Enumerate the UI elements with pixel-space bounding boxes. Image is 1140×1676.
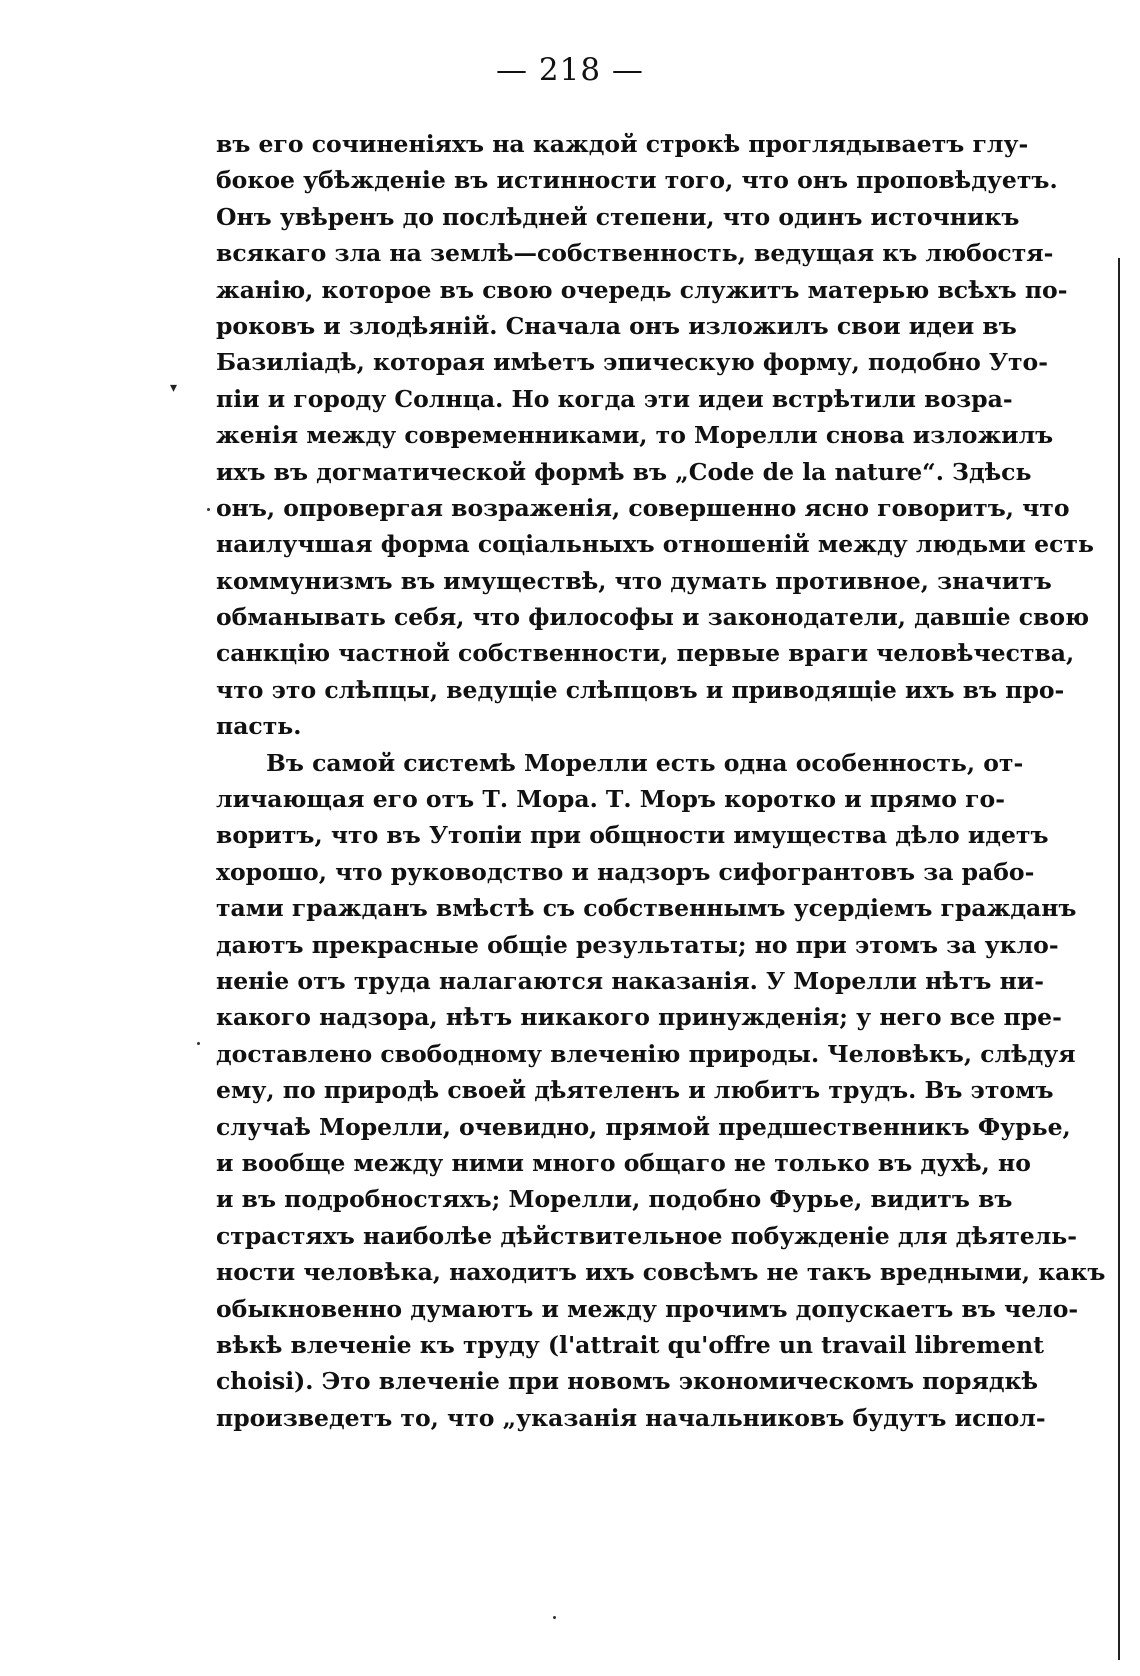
text-line: пасть. bbox=[216, 712, 302, 741]
text-line: ности человѣка, находитъ ихъ совсѣмъ не такъ вредными, какъ bbox=[216, 1258, 1106, 1287]
text-line: что это слѣпцы, ведущіе слѣпцовъ и приводящіе ихъ въ про- bbox=[216, 675, 1065, 704]
text-line: санкцію частной собственности, первые враги человѣчества, bbox=[216, 639, 1075, 668]
text-line: случаѣ Морелли, очевидно, прямой предшественникъ Фурье, bbox=[216, 1112, 1071, 1141]
margin-rule bbox=[1118, 258, 1120, 1660]
text-line: доставлено свободному влеченію природы. Человѣкъ, слѣдуя bbox=[216, 1039, 1076, 1068]
text-line: онъ, опровергая возраженія, совершенно ясно говоритъ, что bbox=[216, 493, 1070, 522]
text-line: въ его сочиненіяхъ на каждой строкѣ проглядываетъ глу- bbox=[216, 130, 1029, 158]
text-block bbox=[216, 126, 1106, 1436]
text-line: тами гражданъ вмѣстѣ съ собственнымъ усердіемъ гражданъ bbox=[216, 894, 1077, 923]
page-number: — 218 — bbox=[496, 52, 644, 88]
text-line: произведетъ то, что „указанія начальниковъ будутъ испол- bbox=[216, 1403, 1046, 1432]
text-line: женія между современниками, то Морелли снова изложилъ bbox=[216, 421, 1054, 450]
text-line: всякаго зла на землѣ—собственность, ведущая къ любостя- bbox=[216, 239, 1054, 268]
scan-speck bbox=[207, 508, 210, 511]
margin-mark: ▾ bbox=[170, 380, 178, 396]
text-line: и вообще между ними много общаго не только въ духѣ, но bbox=[216, 1148, 1031, 1177]
text-line: какого надзора, нѣтъ никакого принужденія; у него все пре- bbox=[216, 1003, 1062, 1032]
scan-speck bbox=[553, 1616, 556, 1619]
text-line: коммунизмъ въ имуществѣ, что думать противное, значитъ bbox=[216, 566, 1052, 595]
text-line: ему, по природѣ своей дѣятеленъ и любитъ трудъ. Въ этомъ bbox=[216, 1076, 1054, 1105]
text-line: личающая его отъ Т. Мора. Т. Моръ коротко и прямо го- bbox=[216, 785, 1005, 814]
text-line: бокое убѣжденіе въ истинности того, что онъ проповѣдуетъ. bbox=[216, 166, 1058, 195]
text-line: вѣкѣ влеченіе къ труду (l'attrait qu'offre un travail librement bbox=[216, 1330, 1044, 1359]
text-line: Въ самой системѣ Морелли есть одна особенность, от- bbox=[266, 748, 1024, 777]
text-line: даютъ прекрасные общіе результаты; но при этомъ за укло- bbox=[216, 930, 1059, 959]
text-line: Базиліадѣ, которая имѣетъ эпическую форму, подобно Уто- bbox=[216, 348, 1048, 377]
text-line: страстяхъ наиболѣе дѣйствительное побужденіе для дѣятель- bbox=[216, 1221, 1077, 1250]
text-line: Онъ увѣренъ до послѣдней степени, что одинъ источникъ bbox=[216, 202, 1020, 231]
text-line: обманывать себя, что философы и законодатели, давшіе свою bbox=[216, 603, 1090, 632]
text-line: жанію, которое въ свою очередь служитъ матерью всѣхъ по- bbox=[216, 275, 1068, 304]
text-line: хорошо, что руководство и надзоръ сифогрантовъ за рабо- bbox=[216, 857, 1035, 886]
text-line: choisi). Это влеченіе при новомъ экономическомъ порядкѣ bbox=[216, 1367, 1038, 1396]
text-line: воритъ, что въ Утопіи при общности имущества дѣло идетъ bbox=[216, 821, 1049, 850]
text-line: роковъ и злодѣяній. Сначала онъ изложилъ свои идеи въ bbox=[216, 311, 1017, 340]
text-line: ихъ въ догматической формѣ въ „Code de la nature“. Здѣсь bbox=[216, 457, 1032, 486]
text-line: піи и городу Солнца. Но когда эти идеи встрѣтили возра- bbox=[216, 384, 1013, 413]
text-line: обыкновенно думаютъ и между прочимъ допускаетъ въ чело- bbox=[216, 1294, 1079, 1323]
scan-speck bbox=[197, 1042, 200, 1045]
text-line: наилучшая форма соціальныхъ отношеній между людьми есть bbox=[216, 530, 1094, 559]
text-line: неніе отъ труда налагаются наказанія. У Морелли нѣтъ ни- bbox=[216, 966, 1044, 995]
text-line: и въ подробностяхъ; Морелли, подобно Фурье, видитъ въ bbox=[216, 1185, 1013, 1214]
